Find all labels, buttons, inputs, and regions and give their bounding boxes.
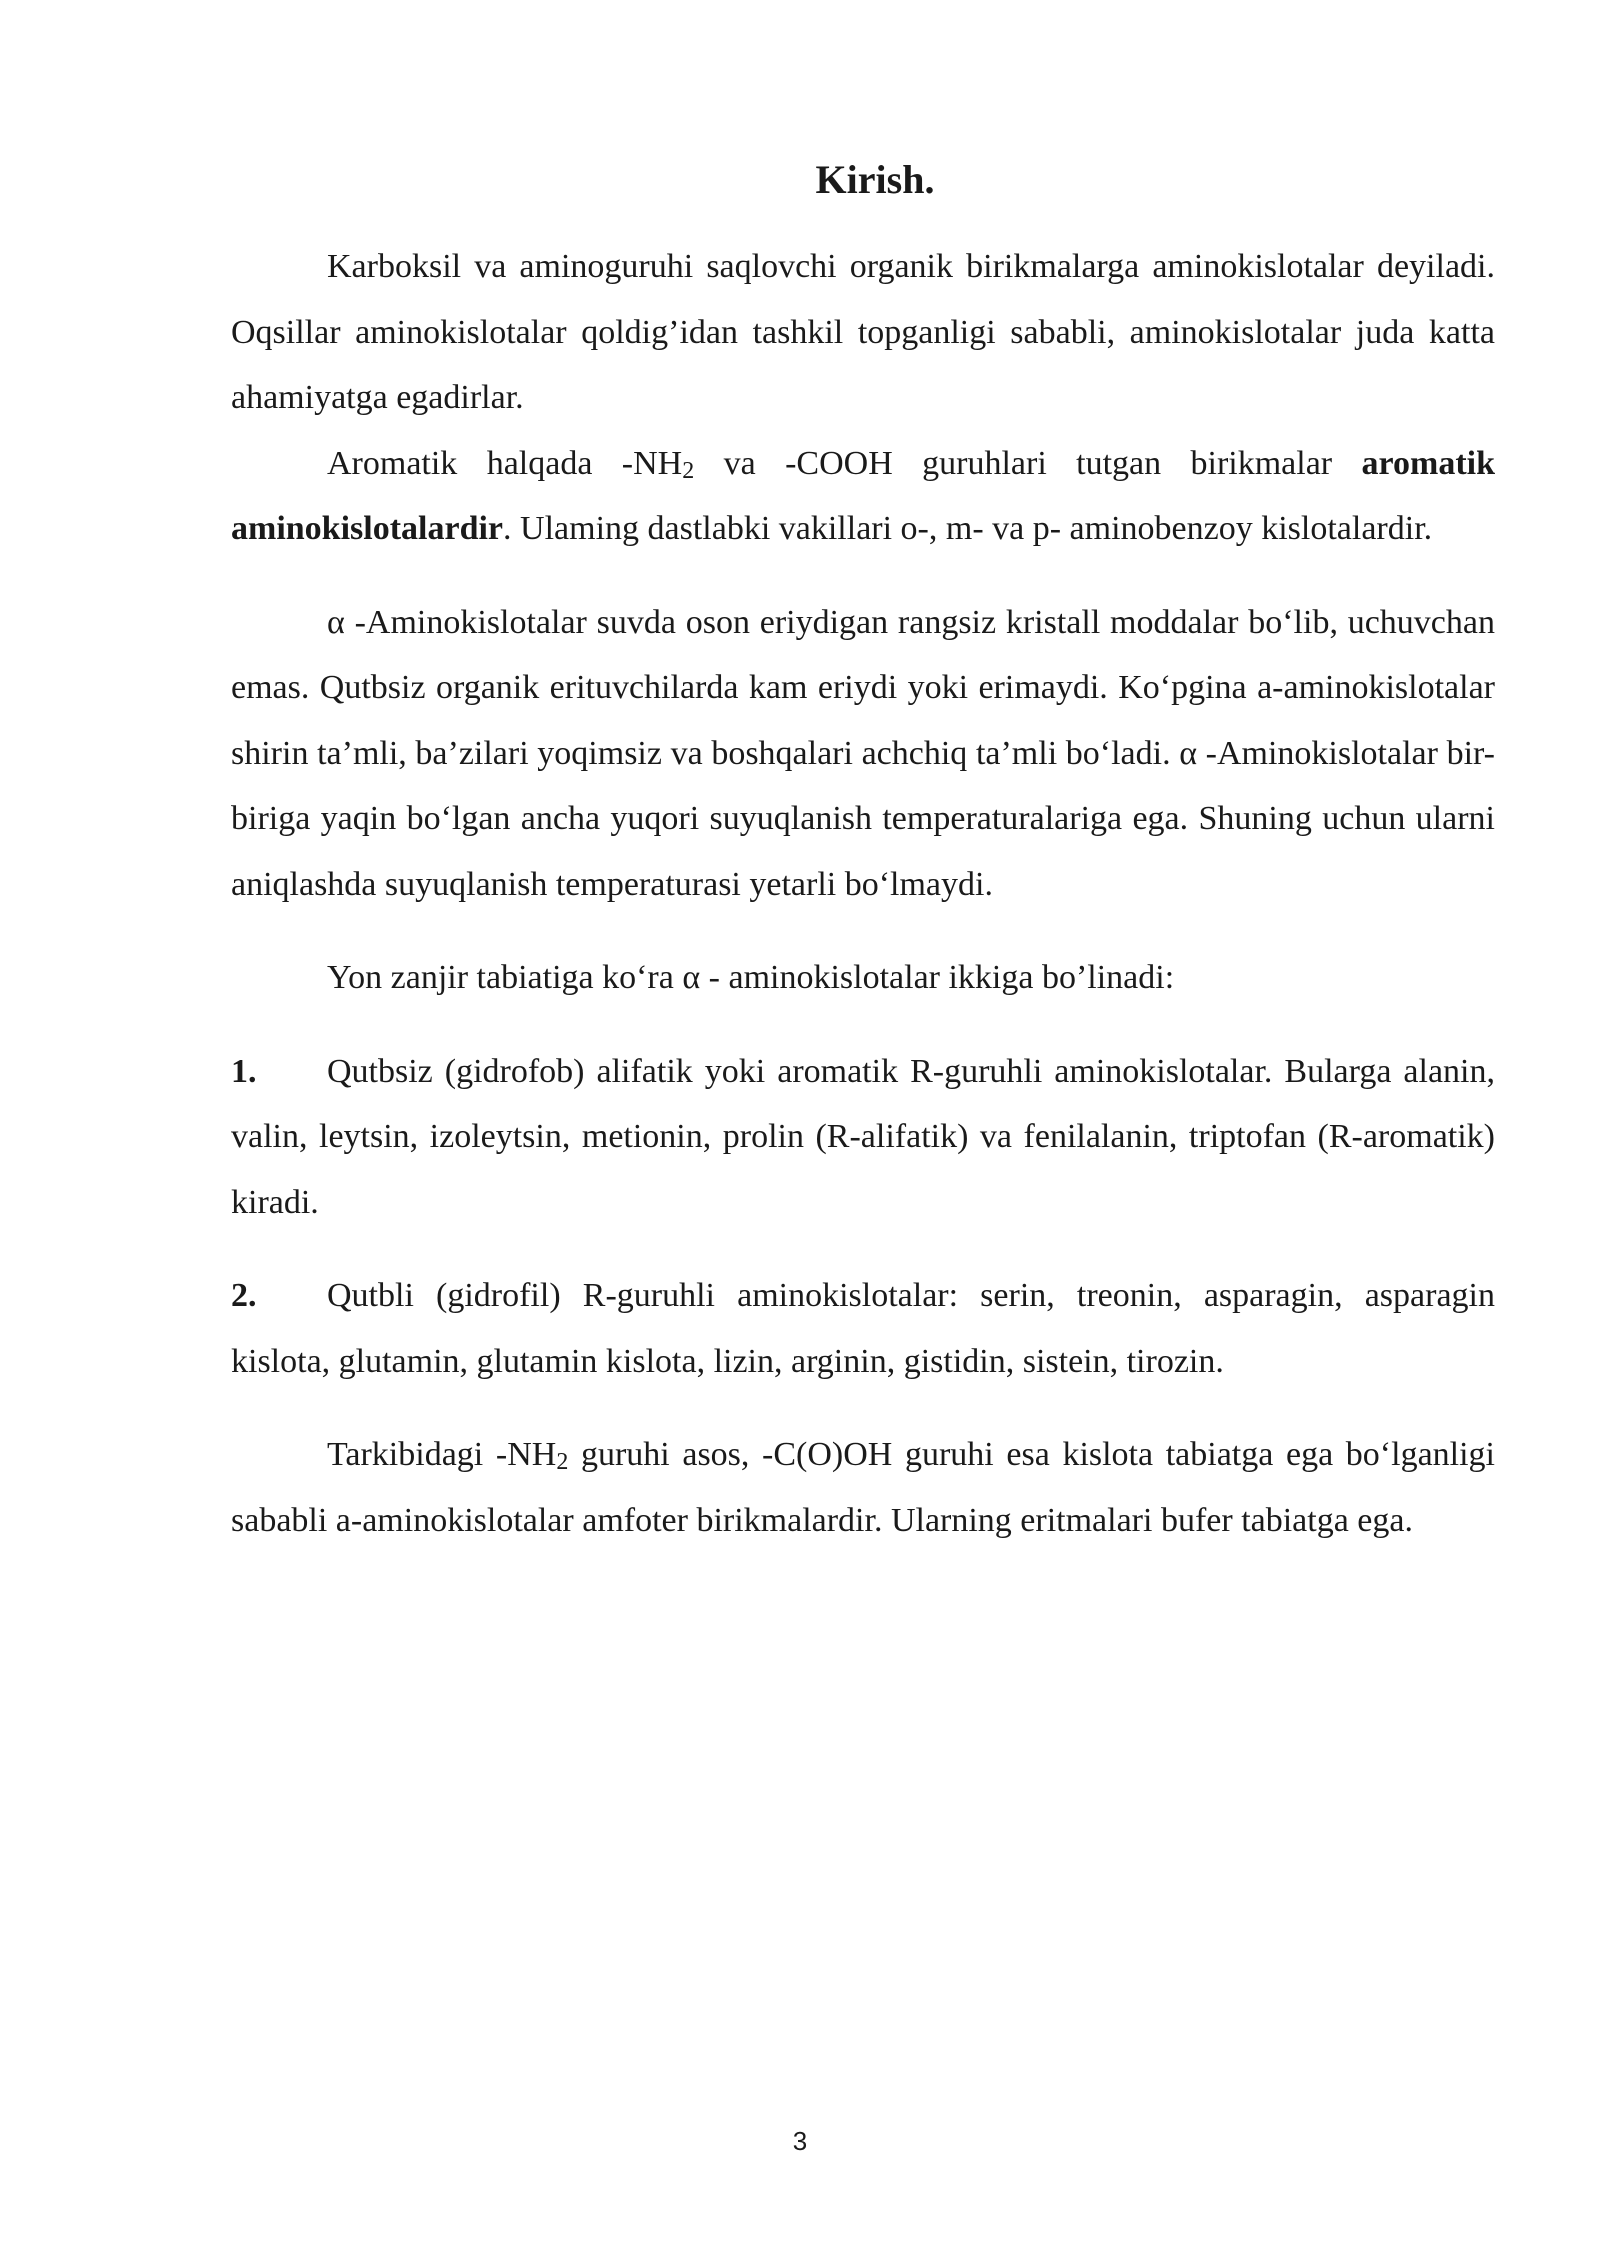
amphoteric-text-a: Tarkibidagi -NH <box>327 1436 557 1473</box>
list-item-number: 2. <box>231 1277 257 1314</box>
paragraph-classification <box>231 945 1495 1011</box>
aromatic-text-a: Aromatik halqada -NH <box>327 444 683 482</box>
page-number: 3 <box>792 2126 808 2156</box>
paragraph-properties-text: α -Aminokislotalar suvda oson eriydigan rangsiz kristall moddalar bo‘lib, uchuvchan emas. Qutbsiz organik erituvchilarda kam eriydi yoki erimaydi. Ko‘pgina a-aminokislotalar shirin ta’mli, ba’zilari yoqimsiz va boshqalari achchiq ta’mli bo‘ladi. α -Aminokislotalar bir-biriga yaqin bo‘lgan ancha yuqori suyuqlanish temperaturalariga ega. Shuning uchun ularni aniqlashda suyuqlanish temperaturasi yetarli bo‘lmaydi. <box>231 603 1495 903</box>
page-title: Kirish. <box>815 157 935 202</box>
list-item-text: Qutbli (gidrofil) R-guruhli aminokislotalar: serin, treonin, asparagin, asparagin kislota, glutamin, glutamin kislota, lizin, arginin, gistidin, sistein, tirozin. <box>231 1277 1495 1380</box>
list-item-number: 1. <box>231 1052 257 1090</box>
aromatic-subscript: 2 <box>682 457 695 484</box>
aromatic-bold-term: aromatik aminokislotalardir <box>231 444 1495 547</box>
aromatic-text-b: va -COOH guruhlari tutgan birikmalar <box>694 444 1362 482</box>
aromatic-text-c: . Ulaming dastlabki vakillari o-, m- va p- aminobenzoy kislotalardir. <box>503 510 1433 547</box>
paragraph-properties <box>231 590 1495 918</box>
list-item <box>231 1263 1495 1394</box>
paragraph-definition-text: Karboksil va aminoguruhi saqlovchi organik birikmalarga aminokislotalar deyiladi. Oqsillar aminokislotalar qoldig’idan tashkil topganligi sababli, aminokislotalar juda katta ahamiyatga egadirlar. <box>231 248 1495 416</box>
list-item-text: Qutbsiz (gidrofob) alifatik yoki aromatik R-guruhli aminokislotalar. Bularga alanin, valin, leytsin, izoleytsin, metionin, prolin (R-alifatik) va fenilalanin, triptofan (R-aromatik) kiradi. <box>231 1052 1495 1221</box>
paragraph-classification-text: Yon zanjir tabiatiga ko‘ra α - aminokislotalar ikkiga bo’linadi: <box>327 959 1175 996</box>
list-item <box>231 1039 1495 1236</box>
paragraph-aromatic <box>231 431 1495 562</box>
amphoteric-text-b: guruhi asos, -C(O)OH guruhi esa kislota tabiatga ega bo‘lganligi sababli a-aminokislotalar amfoter birikmalardir. Ularning eritmalari bufer tabiatga ega. <box>231 1436 1495 1539</box>
paragraph-definition <box>231 234 1495 431</box>
paragraph-amphoteric <box>231 1422 1495 1553</box>
page-content <box>231 150 1495 1553</box>
amphoteric-subscript: 2 <box>556 1449 569 1475</box>
